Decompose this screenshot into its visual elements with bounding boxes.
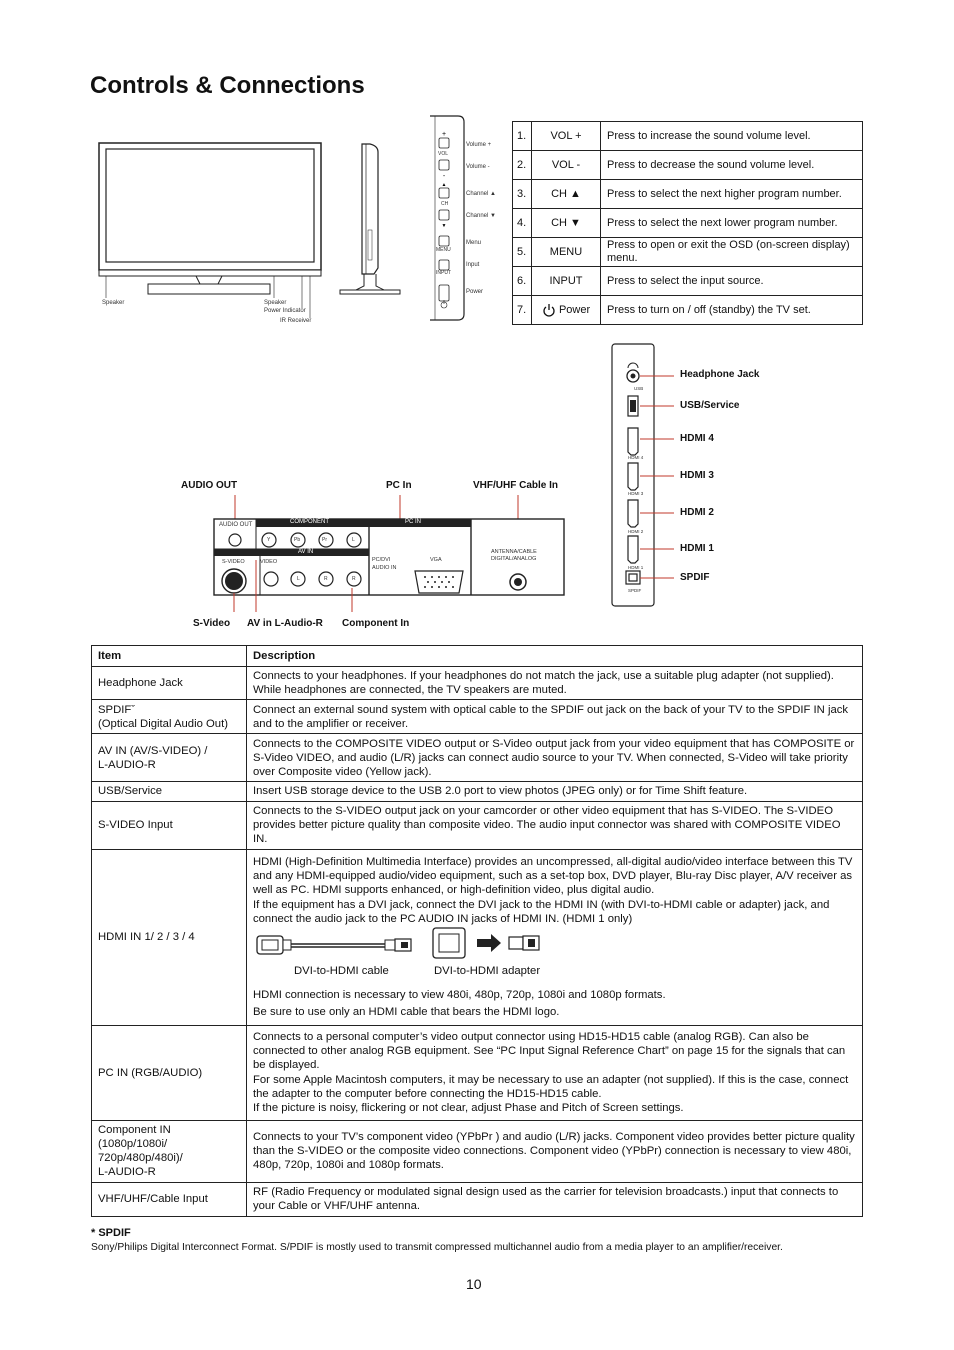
jack-usb-small: USB <box>634 386 644 391</box>
panel-vol-label: VOL <box>438 151 449 157</box>
footnote-text: Sony/Philips Digital Interconnect Format. S/PDIF is mostly used to transmit compressed multichannel audio from a media player to an amplifier/receiver. <box>91 1242 783 1253</box>
component-in-callout: Component In <box>342 618 410 629</box>
svg-text:▲: ▲ <box>441 182 447 188</box>
power-icon <box>542 303 556 317</box>
jack-l-text: L <box>352 537 355 543</box>
row-item: VHF/UHF/Cable Input <box>92 1182 247 1216</box>
pc-paragraph: If the picture is noisy, flickering or not clear, adjust Phase and Pitch of Screen settings. <box>253 1102 684 1115</box>
av-in-callout: AV in L-Audio-R <box>247 618 323 629</box>
audio-out-callout: AUDIO OUT <box>181 480 238 491</box>
control-name-power: Power <box>532 296 601 325</box>
hdmi2-label: HDMI 2 <box>680 507 714 518</box>
panel-ch-label: CH <box>441 201 449 207</box>
pc-paragraph: For some Apple Macintosh computers, it may be necessary to use an adapter (not supplied). If this is the case, connect the adapter to the computer before connecting the HD15-HD15 cable. <box>253 1073 849 1100</box>
row-desc: Insert USB storage device to the USB 2.0 port to view photos (JPEG only) or for Time Shift feature. <box>247 782 863 801</box>
control-num: 2. <box>513 151 532 180</box>
panel-video-text: VIDEO <box>260 559 278 565</box>
panel-s-video-text: S-VIDEO <box>222 559 245 565</box>
svg-text:-: - <box>442 173 446 180</box>
control-name: CH ▼ <box>532 209 601 238</box>
label-volume-plus: Volume + <box>466 142 492 148</box>
control-row <box>513 267 863 296</box>
page-number: 10 <box>466 1276 482 1292</box>
control-num: 5. <box>513 238 532 267</box>
ir-receiver-label: IR Receiver <box>280 318 312 324</box>
jack-hdmi3-small: HDMI 3 <box>628 491 644 496</box>
row-desc: RF (Radio Frequency or modulated signal design used as the carrier for television broadcasts.) input that connects to your Cable or VHF/UHF antenna. <box>247 1182 863 1216</box>
table-row <box>92 1182 863 1216</box>
control-row <box>513 209 863 238</box>
jack-hdmi4-small: HDMI 4 <box>628 455 644 460</box>
hdmi-paragraph: HDMI (High-Definition Multimedia Interface) provides an uncompressed, all-digital audio/video interface between this TV and any HDMI-equipped audio/video equipment, such as a set-top box, DVD player, Blu-ray Disc player, A/V receiver as well as PC. HDMI supports enhanced, or high-definition video, plus digital audio. <box>253 855 853 897</box>
jack-hdmi1-small: HDMI 1 <box>628 565 644 570</box>
panel-pc-in-text: PC IN <box>405 519 422 525</box>
control-name: VOL + <box>532 122 601 151</box>
row-desc-hdmi <box>247 849 863 1025</box>
control-desc: Press to turn on / off (standby) the TV set. <box>601 296 863 325</box>
row-desc-pc <box>247 1025 863 1120</box>
control-desc: Press to decrease the sound volume level. <box>601 151 863 180</box>
svg-text:+: + <box>441 131 447 138</box>
controls-table <box>512 121 863 325</box>
hdmi3-label: HDMI 3 <box>680 470 714 481</box>
svg-text:▼: ▼ <box>441 223 447 229</box>
usb-service-label: USB/Service <box>680 400 740 411</box>
header-description: Description <box>247 646 863 667</box>
hdmi4-label: HDMI 4 <box>680 433 714 444</box>
panel-digital-text: DIGITAL/ANALOG <box>491 556 537 562</box>
jack-y-text: Y <box>267 537 271 543</box>
hdmi-paragraph: HDMI connection is necessary to view 480i, 480p, 720p, 1080i and 1080p formats. <box>253 988 666 1001</box>
pc-in-callout: PC In <box>386 480 412 491</box>
row-item: AV IN (AV/S-VIDEO) / L-AUDIO-R <box>92 734 247 782</box>
control-desc: Press to select the next lower program number. <box>601 209 863 238</box>
s-video-callout: S-Video <box>193 618 231 629</box>
dvi-hdmi-figure <box>253 926 856 978</box>
adapter-caption: DVI-to-HDMI adapter <box>434 964 541 977</box>
row-item: USB/Service <box>92 782 247 801</box>
row-desc: Connects to the S-VIDEO output jack on your camcorder or other video equipment that has S-VIDEO. The S-VIDEO provides better picture quality than composite video. The audio input connector was shared with COMPOSITE VIDEO IN. <box>247 801 863 849</box>
table-row <box>92 734 863 782</box>
tv-side-illustration <box>336 140 406 300</box>
table-row <box>92 1120 863 1182</box>
hdmi-paragraph: If the equipment has a DVI jack, connect the DVI jack to the HDMI IN (with DVI-to-HDMI cable or adapter) jack, and connect the audio jack to the PC AUDIO IN jacks of HDMI IN. (HDMI 1 only) <box>253 898 830 925</box>
tv-front-illustration <box>96 140 326 330</box>
control-num: 3. <box>513 180 532 209</box>
table-row <box>92 700 863 734</box>
header-item: Item <box>92 646 247 667</box>
control-num: 4. <box>513 209 532 238</box>
jack-spdif-small: SPDIF <box>628 588 642 593</box>
panel-menu-label: MENU <box>436 247 451 253</box>
jack-av-l-text: L <box>297 576 300 582</box>
table-row <box>92 667 863 700</box>
headphone-jack-label: Headphone Jack <box>680 369 760 380</box>
row-item: Component IN (1080p/1080i/ 720p/480p/480i)/ L-AUDIO-R <box>92 1120 247 1182</box>
panel-audio-in-text: AUDIO IN <box>372 565 397 571</box>
control-num: 6. <box>513 267 532 296</box>
row-desc: Connects to your headphones. If your headphones do not match the jack, use a suitable plug adapter (not supplied). While headphones are connected, the TV speakers are muted. <box>247 667 863 700</box>
label-menu: Menu <box>466 240 482 246</box>
cable-caption: DVI-to-HDMI cable <box>294 964 389 977</box>
row-item: Headphone Jack <box>92 667 247 700</box>
control-name: MENU <box>532 238 601 267</box>
panel-audio-out-text: AUDIO OUT <box>219 522 253 528</box>
speaker-left-label: Speaker <box>102 300 125 306</box>
page-title: Controls & Connections <box>90 72 365 99</box>
control-row <box>513 122 863 151</box>
label-channel-down: Channel ▼ <box>466 213 496 219</box>
table-row <box>92 801 863 849</box>
panel-component-text: COMPONENT <box>290 519 329 525</box>
row-desc: Connects to your TV’s component video (YPbPr ) and audio (L/R) jacks. Component video provides better picture quality than the S-VIDEO or the composite video connections. Component video (YPbPr) connection is necessary to view 480i, 480p, 720p, 1080i and 1080p formats. <box>247 1120 863 1182</box>
control-name: CH ▲ <box>532 180 601 209</box>
control-desc: Press to increase the sound volume level. <box>601 122 863 151</box>
control-num: 1. <box>513 122 532 151</box>
jack-comp-r-text: R <box>352 576 356 582</box>
panel-input-label: INPUT <box>436 270 451 276</box>
hdmi-paragraph: Be sure to use only an HDMI cable that bears the HDMI logo. <box>253 1006 560 1019</box>
table-row <box>92 782 863 801</box>
dvi-to-hdmi-adapter-icon <box>431 926 551 960</box>
control-desc: Press to select the next higher program number. <box>601 180 863 209</box>
label-power: Power <box>466 289 484 295</box>
speaker-right-label: Speaker <box>264 300 287 306</box>
row-item: SPDIFˇ (Optical Digital Audio Out) <box>92 700 247 734</box>
vhf-in-callout: VHF/UHF Cable In <box>473 480 559 491</box>
row-item: PC IN (RGB/AUDIO) <box>92 1025 247 1120</box>
jack-av-r-text: R <box>324 576 328 582</box>
power-indicator-label: Power Indicator <box>264 308 306 314</box>
panel-antenna-text: ANTENNA/CABLE <box>491 549 537 555</box>
label-volume-minus: Volume - <box>466 164 490 170</box>
row-desc: Connects to the COMPOSITE VIDEO output or S-Video output jack from your video equipment that has COMPOSITE or S-Video VIDEO, and audio (L/R) jacks can connect audio source to your TV. When connected, S-Video will take priority over Composite video (Yellow jack). <box>247 734 863 782</box>
control-name: INPUT <box>532 267 601 296</box>
panel-av-in-text: AV IN <box>298 549 314 555</box>
jack-hdmi2-small: HDMI 2 <box>628 529 644 534</box>
jack-pb-text: Pb <box>294 537 301 543</box>
panel-vga-text: VGA <box>430 557 442 563</box>
label-channel-up: Channel ▲ <box>466 191 496 197</box>
control-row <box>513 296 863 325</box>
pc-paragraph: Connects to a personal computer’s video output connector using HD15-HD15 cable (analog RGB). Can also be connected to other analog RGB equipment. See “PC Input Signal Reference Chart” on page 15 for the signals that can be displayed. <box>253 1031 846 1072</box>
row-desc: Connect an external sound system with optical cable to the SPDIF out jack on the back of your TV to the SPDIF IN jack and to the amplifier or receiver. <box>247 700 863 734</box>
control-row <box>513 151 863 180</box>
table-header <box>92 646 863 667</box>
control-name: VOL - <box>532 151 601 180</box>
table-row <box>92 849 863 1025</box>
hdmi1-label: HDMI 1 <box>680 543 714 554</box>
side-jack-leaders <box>640 360 680 590</box>
control-desc: Press to select the input source. <box>601 267 863 296</box>
control-num: 7. <box>513 296 532 325</box>
label-input: Input <box>466 262 480 268</box>
side-control-panel <box>428 114 468 324</box>
connections-table <box>91 645 863 1217</box>
jack-pr-text: Pr <box>322 537 327 543</box>
control-row <box>513 180 863 209</box>
row-item: HDMI IN 1/ 2 / 3 / 4 <box>92 849 247 1025</box>
row-item: S-VIDEO Input <box>92 801 247 849</box>
control-desc: Press to open or exit the OSD (on-screen display) menu. <box>601 238 863 267</box>
footnote-heading: * SPDIF <box>91 1227 131 1239</box>
control-row <box>513 238 863 267</box>
panel-pc-dvi-text: PC/DVI <box>372 557 391 563</box>
spdif-label: SPDIF <box>680 572 710 583</box>
table-row <box>92 1025 863 1120</box>
dvi-to-hdmi-cable-icon <box>255 930 425 960</box>
